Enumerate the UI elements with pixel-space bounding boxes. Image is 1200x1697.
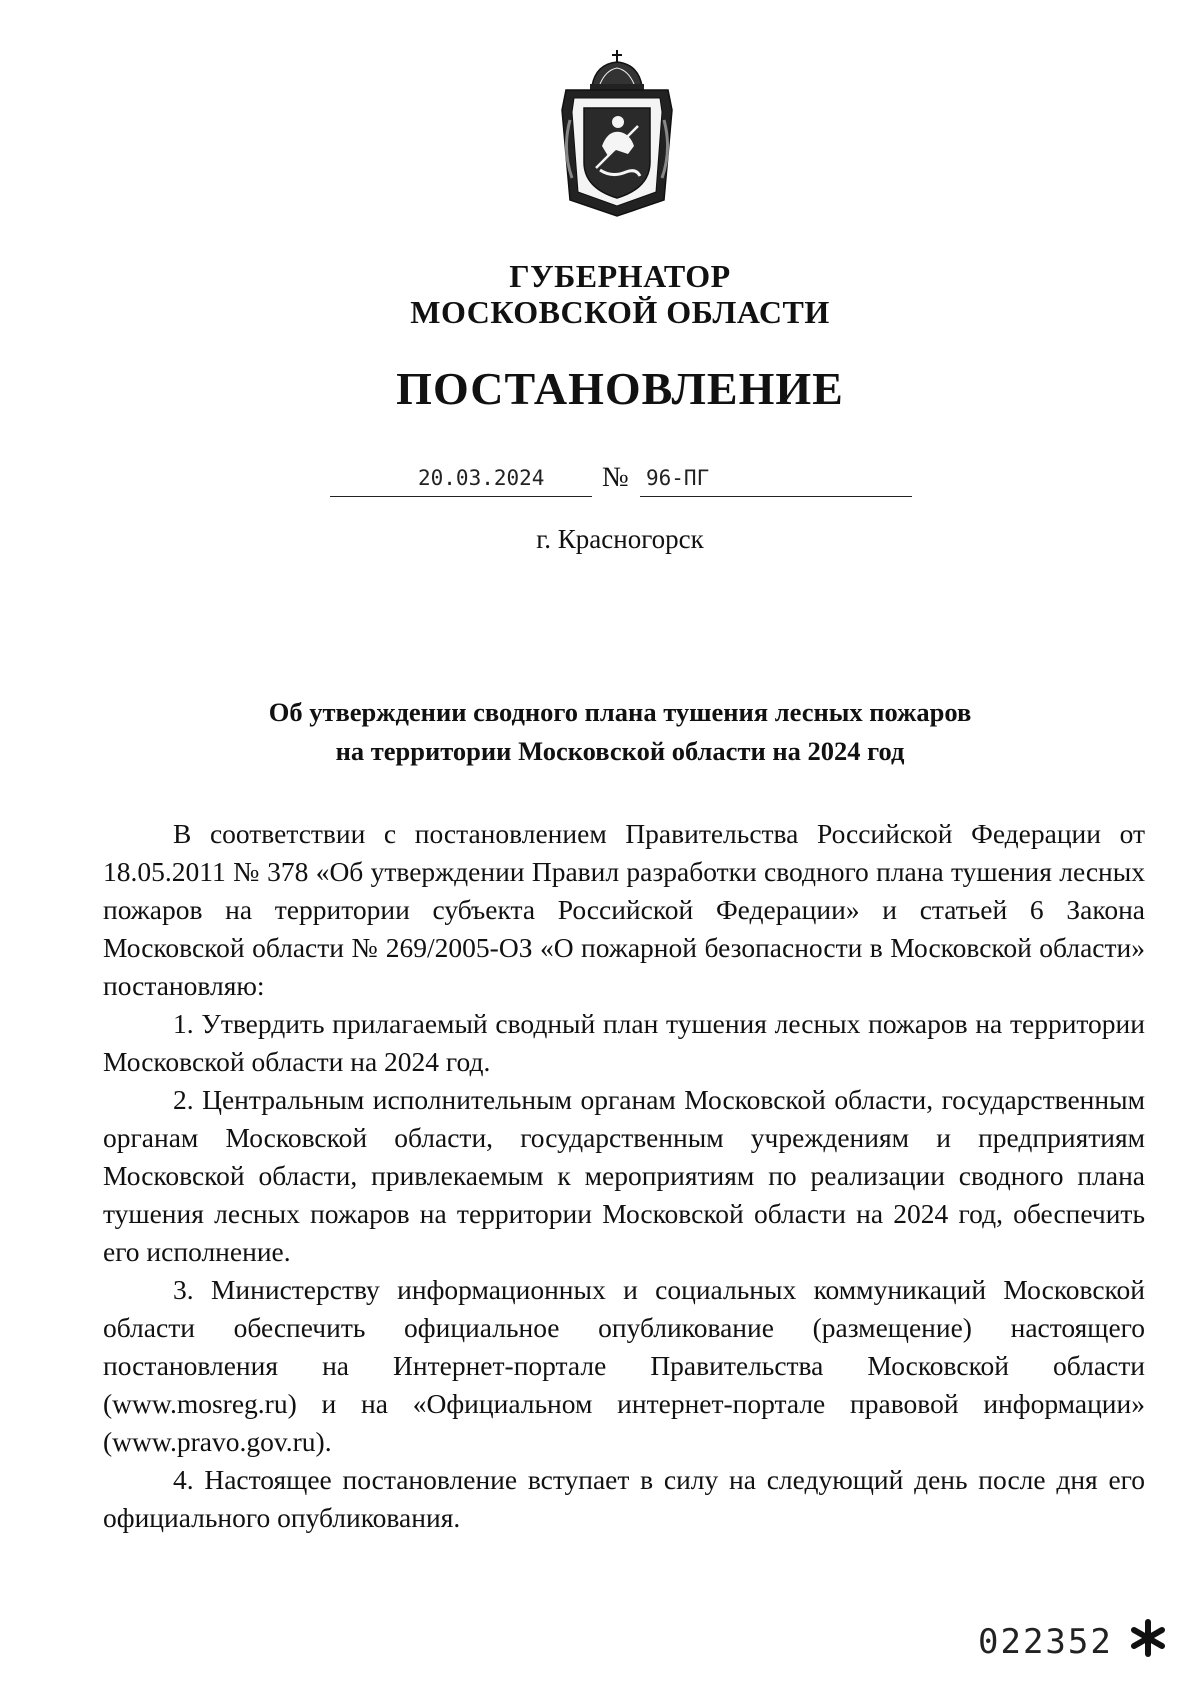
- document-number: 96-ПГ: [646, 466, 710, 490]
- registration-line: [330, 462, 912, 502]
- clause-4: 4. Настоящее постановление вступает в силу на следующий день после дня его официального опубликования.: [103, 1464, 1145, 1533]
- number-sign: №: [602, 462, 629, 493]
- serial-number: 022352: [978, 1622, 1113, 1662]
- document-type: ПОСТАНОВЛЕНИЕ: [396, 363, 844, 414]
- document-body: [103, 815, 1145, 1537]
- clause-3: 3. Министерству информационных и социальных коммуникаций Московской области обеспечить официальное опубликование (размещение) настоящего постановления на Интернет-портале Правительства Московской области (www.mosreg.ru) и на «Официальном интернет-портале правовой информации» (www.pravo.gov.ru).: [103, 1274, 1145, 1457]
- issuer-region: МОСКОВСКОЙ ОБЛАСТИ: [410, 294, 830, 330]
- title-line-2: на территории Московской области на 2024 год: [335, 736, 905, 766]
- title-line-1: Об утверждении сводного плана тушения лесных пожаров: [268, 697, 972, 727]
- issue-city: г. Красногорск: [536, 524, 704, 554]
- asterisk-icon: [1128, 1616, 1168, 1660]
- issuer-title: ГУБЕРНАТОР: [509, 258, 731, 294]
- document-date: 20.03.2024: [418, 466, 545, 490]
- document-title: [0, 693, 1200, 771]
- preamble-paragraph: В соответствии с постановлением Правительства Российской Федерации от 18.05.2011 № 378 «Об утверждении Правил разработки сводного плана тушения лесных пожаров на территории субъекта Российской Федерации» и статьей 6 Закона Московской области № 269/2005-ОЗ «О пожарной безопасности в Московской области» постановляю:: [103, 818, 1145, 1001]
- clause-1: 1. Утвердить прилагаемый сводный план тушения лесных пожаров на территории Московской области на 2024 год.: [103, 1008, 1145, 1077]
- clause-2: 2. Центральным исполнительным органам Московской области, государственным органам Московской области, государственным учреждениям и предприятиям Московской области, привлекаемым к мероприятиям по реализации сводного плана тушения лесных пожаров на территории Московской области на 2024 год, обеспечить его исполнение.: [103, 1084, 1145, 1267]
- coat-of-arms-icon: [556, 50, 678, 218]
